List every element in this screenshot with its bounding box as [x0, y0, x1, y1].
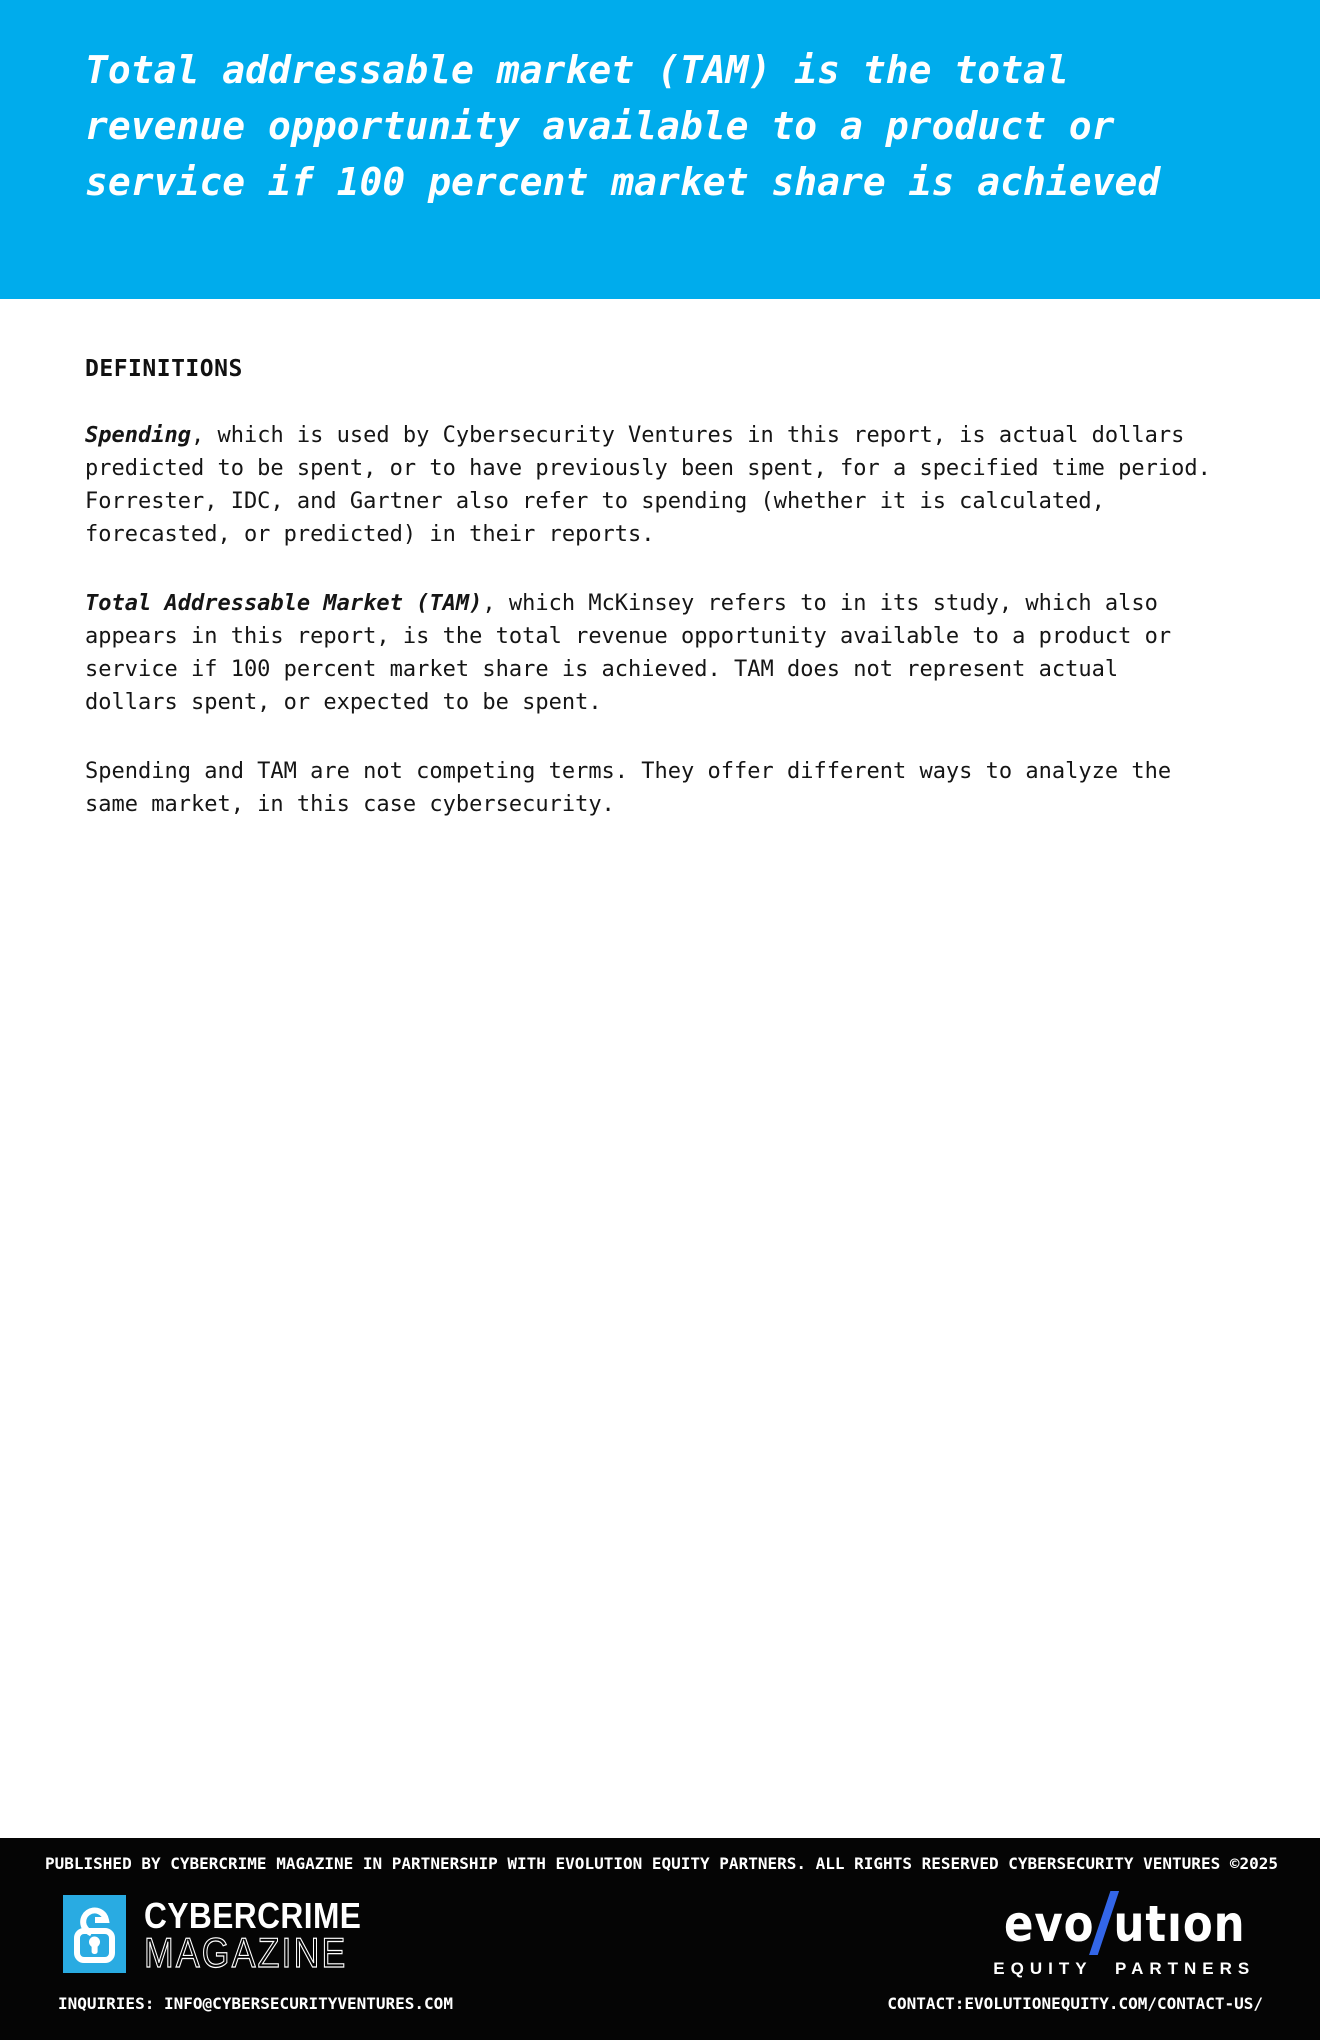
header-banner: [0, 0, 1320, 299]
definitions-heading: DEFINITIONS: [85, 356, 243, 382]
contact-line: CONTACT:EVOLUTIONEQUITY.COM/CONTACT-US/: [887, 1994, 1263, 2013]
term-spending: Spending: [85, 423, 191, 448]
paragraph-spending: [85, 419, 1217, 551]
page-footer: [0, 1838, 1320, 2040]
evolution-wordmark-left: evo: [1003, 1895, 1094, 1953]
page-title: Total addressable market (TAM) is the total revenue opportunity available to a product or service if 100 percent market share is achieved: [85, 48, 1161, 204]
cybercrime-magazine-logo: [63, 1895, 391, 1976]
paragraph-tam: [85, 587, 1217, 719]
definitions-section: [0, 299, 1320, 1838]
paragraph-comparison-text: Spending and TAM are not competing terms. They offer different ways to analyze the same market, in this case cybersecurity.: [85, 759, 1172, 817]
publisher-line: PUBLISHED BY CYBERCRIME MAGAZINE IN PARTNERSHIP WITH EVOLUTION EQUITY PARTNERS. ALL RIGHTS RESERVED CYBERSECURITY VENTURES ©2025: [45, 1854, 1278, 1873]
evolution-wordmark-right: utıon: [1113, 1895, 1245, 1953]
padlock-icon: [63, 1895, 126, 1973]
evolution-wordmark: [1003, 1891, 1245, 1953]
footer-logo-row: [63, 1895, 1263, 1979]
paragraph-tam-text: , which McKinsey refers to in its study, which also appears in this report, is the total revenue opportunity available to a product or service if 100 percent market share is achieved. TAM does not represent actual dollars spent, or expected to be spent.: [85, 591, 1172, 715]
evolution-equity-logo: [986, 1891, 1263, 1979]
cybercrime-wordmark: CYBERCRIME: [144, 1895, 362, 1936]
inquiries-line: INQUIRIES: INFO@CYBERSECURITYVENTURES.COM: [58, 1994, 453, 2013]
paragraph-spending-text: , which is used by Cybersecurity Ventures in this report, is actual dollars predicted to be spent, or to have previously been spent, for a specified time period. Forrester, IDC, and Gartner also refer to spending (whether it is calculated, forecasted, or predicted) in their reports.: [85, 423, 1211, 547]
equity-partners-tagline: EQUITY PARTNERS: [993, 1959, 1256, 1978]
cybercrime-logo-text: [144, 1895, 391, 1976]
footer-contact-row: [58, 1994, 1263, 2013]
term-tam: Total Addressable Market (TAM): [85, 591, 483, 616]
magazine-wordmark: MAGAZINE: [144, 1929, 348, 1976]
paragraph-comparison: [85, 755, 1217, 821]
